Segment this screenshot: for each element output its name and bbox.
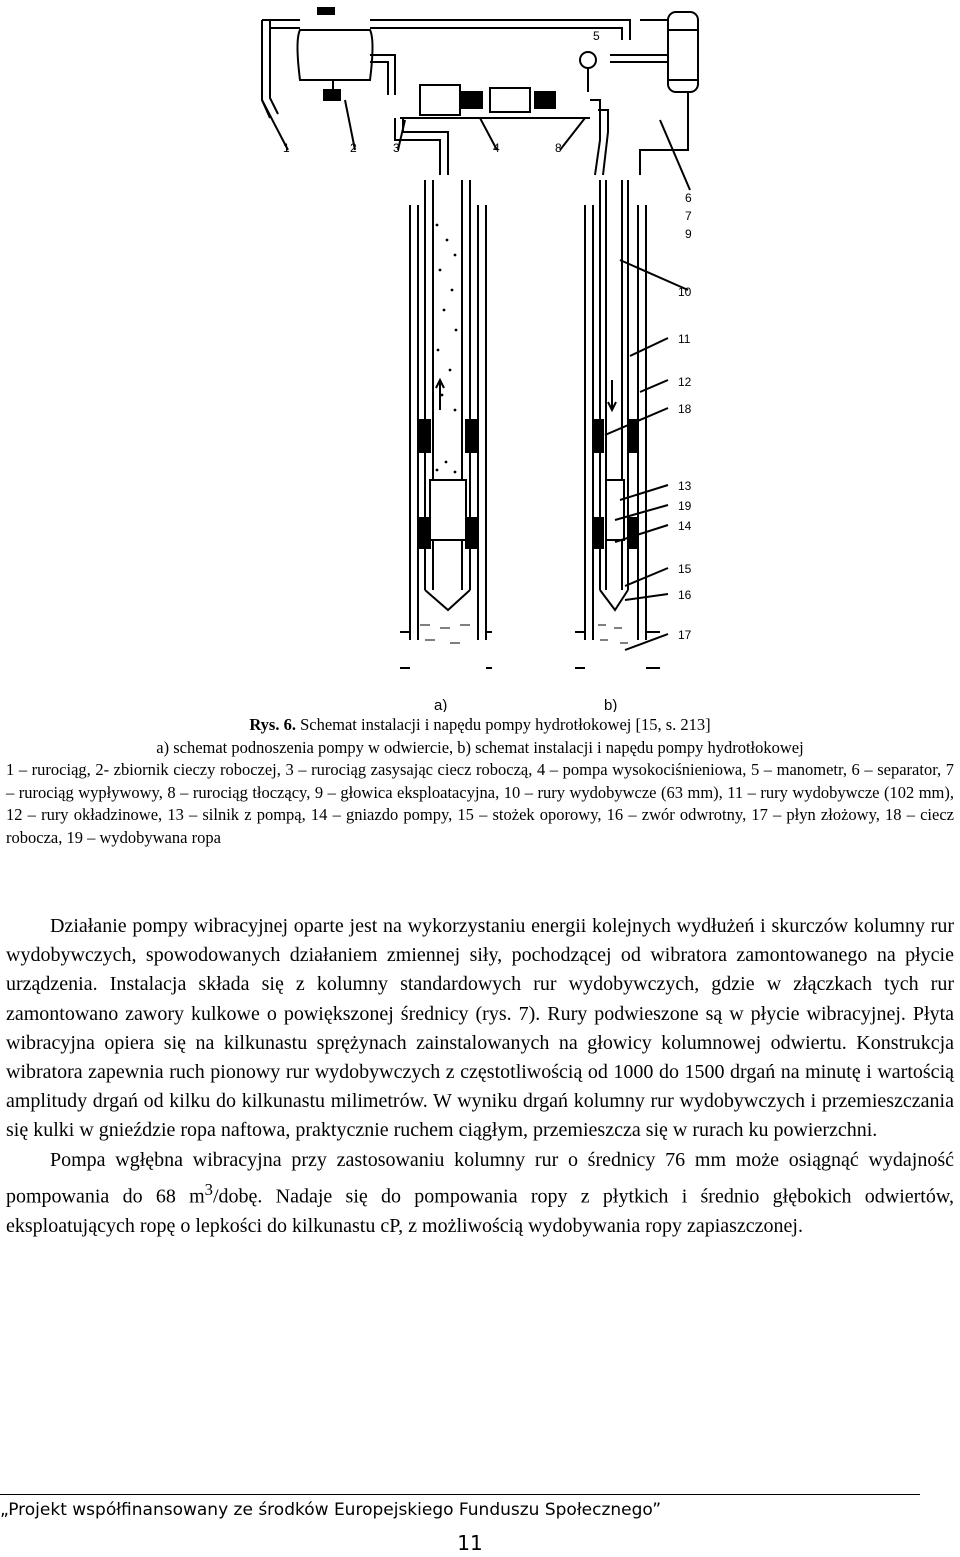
label-12: 12 (678, 375, 692, 389)
paragraph-2-end: /dobę. Nadaje się do pompowania ropy z płytkich i średnio głębokich odwiertów, eksploatujących ropę o lepkości do kilkunastu cP, z możliwością wydobywania ropy zapiaszczonej. (6, 1185, 954, 1237)
label-19: 19 (678, 499, 692, 513)
footer-text: „Projekt współfinansowany ze środków Europejskiego Funduszu Społecznego” (0, 1500, 662, 1520)
label-1: 1 (283, 141, 290, 155)
caption-subtitle: a) schemat podnoszenia pompy w odwiercie, b) schemat instalacji i napędu pompy hydrotłokowej (156, 737, 804, 757)
superscript-3: 3 (204, 1179, 213, 1199)
label-7: 7 (685, 209, 692, 223)
label-5: 5 (593, 29, 600, 43)
paragraph-2 (6, 1146, 954, 1241)
page-number: 11 (457, 1531, 483, 1555)
caption-legend: 1 – rurociąg, 2- zbiornik cieczy roboczej, 3 – rurociąg zasysając ciecz roboczą, 4 – pompa wysokociśnieniowa, 5 – manometr, 6 – separator, 7 – rurociąg wypływowy, 8 – rurociąg tłoczący, 9 – głowica eksploatacyjna, 10 – rury wydobywcze (63 mm), 11 – rury wydobywcze (102 mm), 12 – rury okładzinowe, 13 – silnik z pompą, 14 – gniazdo pompy, 15 – stożek oporowy, 16 – zwór odwrotny, 17 – płyn złożowy, 18 – ciecz robocza, 19 – wydobywana ropa (6, 760, 954, 847)
label-16: 16 (678, 588, 692, 602)
label-4: 4 (493, 141, 500, 155)
sublabel-b: b) (604, 697, 618, 712)
paragraph-1: Działanie pompy wibracyjnej oparte jest na wykorzystaniu energii kolejnych wydłużeń i skurczów kolumny rur wydobywczych, spowodowanych działaniem zmiennej siły, pochodzącej od wibratora zamontowanego na płycie urządzenia. Instalacja składa się z kolumny standardowych rur wydobywczych, gdzie w złączkach tych rur zamontowano zawory kulkowe o powiększonej średnicy (rys. 7). Rury podwieszone są w płycie wibracyjnej. Płyta wibracyjna opiera się na kilkunastu sprężynach zainstalowanych na głowicy kolumnowej odwiertu. Konstrukcja wibratora zapewnia ruch pionowy rur wydobywczych z częstotliwością od 1000 do 1500 drgań na minutę i wartością amplitudy drgań od kilku do kilkunastu milimetrów. W wyniku drgań kolumny rur wydobywczych i przemieszczania się kulki w gnieździe ropa naftowa, praktycznie ruchem ciągłym, przemieszcza się w rurach ku powierzchni. (6, 915, 954, 1142)
footer-divider (0, 1494, 920, 1495)
figure-caption (6, 714, 954, 850)
caption-figure-number: Rys. 6. (249, 715, 296, 734)
label-6: 6 (685, 191, 692, 205)
label-8: 8 (555, 141, 562, 155)
label-14: 14 (678, 519, 692, 533)
label-17: 17 (678, 628, 692, 642)
caption-title (6, 714, 954, 737)
label-10: 10 (678, 285, 692, 299)
body-text (6, 912, 954, 1241)
sublabel-a: a) (434, 697, 448, 712)
label-2: 2 (350, 141, 357, 155)
figure-pump-schematic (0, 0, 960, 712)
caption-title-text: Schemat instalacji i napędu pompy hydrotłokowej [15, s. 213] (295, 715, 711, 734)
label-18: 18 (678, 402, 692, 416)
schematic-drawing (0, 0, 960, 712)
label-15: 15 (678, 562, 692, 576)
label-9: 9 (685, 227, 692, 241)
label-13: 13 (678, 479, 692, 493)
label-3: 3 (393, 141, 400, 155)
label-11: 11 (678, 332, 691, 346)
paragraph-2-start: Pompa wgłębna wibracyjna przy zastosowaniu kolumny rur o średnicy 76 mm może osiągnąć wydajność pompowania do 68 m (6, 1148, 954, 1208)
